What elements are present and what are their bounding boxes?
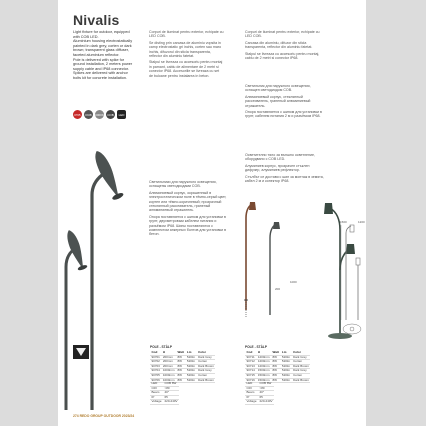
table-cell: 8W <box>271 378 280 383</box>
description-romanian-secondary <box>245 30 325 62</box>
spec-key: Beam <box>245 391 258 396</box>
light-head <box>91 149 124 202</box>
table-cell: Corten <box>292 373 311 378</box>
light-head <box>273 222 280 229</box>
pole-shaft <box>66 251 72 410</box>
table-cell: 90713 <box>246 363 255 368</box>
table-cell: 90701 <box>151 354 160 359</box>
table-cell: 8W <box>176 369 185 374</box>
page-footer: 274 REDO GROUP OUTDOOR 2023/24 <box>73 414 135 418</box>
description-paragraph: Pole is delivered with spike for ground installation, 2 meters power supply cable and IP68 connector. Spikes are delivered with anchor bolts kit for concrete installation. <box>73 57 133 80</box>
table-title: POLE - STÂLP <box>245 345 267 349</box>
spec-key: CRI <box>150 386 163 391</box>
color-temp-badge: 3000K <box>95 110 104 119</box>
column-header: Watt <box>177 350 184 354</box>
spec-value: COB 8W <box>163 382 179 386</box>
spec-value: >80 <box>163 386 179 391</box>
dimension-label: 1500 <box>340 220 347 224</box>
table-cell: Dark Grey <box>292 369 311 374</box>
table-cell: 1000mm <box>162 372 175 377</box>
description-paragraph: Stalpul se livreaza cu accesoriu pentru montaj, cablu de 2 metri si conector IP68. <box>245 51 320 61</box>
table-cell: Dark Grey <box>197 355 216 360</box>
description-paragraph: Se disting prin carcasa de aluminiu vopsita in camp electrostatic gri inchis, corten sau maro inchis, difuzorul din sticla transparenta, reflector din aluminiu fatetat. <box>149 40 222 59</box>
spec-value: 220-240V <box>259 399 273 404</box>
description-paragraph: Carcasa din aluminiu, difuzor din sticla transparenta, reflector din aluminiu fatetat. <box>245 40 313 50</box>
dimension-label: 1000 <box>290 280 297 284</box>
table-cell: 520lm <box>186 372 196 377</box>
table-cell: 520lm <box>186 359 196 364</box>
light-head <box>249 202 256 210</box>
table-cell: 8W <box>271 364 280 369</box>
table-cell: 520lm <box>186 354 196 359</box>
table-cell: Dark Brown <box>198 377 214 382</box>
description-paragraph: Stalpul se livreaza cu accesoriu pentru montaj in pamant, cablu de alimentare de 2 metri si conector IP68. Accesoriile se livreaza cu set de buloane pentru instalarea in beton. <box>149 60 223 78</box>
table-title: POLE - STÂLP <box>150 345 172 349</box>
spec-key: LED <box>245 382 258 386</box>
table-cell: 520lm <box>281 363 291 368</box>
spec-value: COB 8W <box>258 382 274 386</box>
description-paragraph: Aluminium housing electrostatically painted in dark grey, corten or dark brown; transparent glass diffuser, faceted aluminium reflector. <box>73 39 133 57</box>
table-cell: 520lm <box>186 368 196 373</box>
table-cell: 1000mm <box>162 377 175 382</box>
spec-key: IP <box>245 395 258 400</box>
column-header: Color <box>292 351 311 355</box>
table-cell: 90716 <box>246 377 255 382</box>
spec-value: 65 <box>163 395 179 400</box>
table-cell: 1500mm <box>257 377 270 382</box>
cob-badge: COB <box>106 110 115 119</box>
spec-value: 40° <box>163 391 179 396</box>
column-header: Lm <box>280 351 291 355</box>
corten-pole-illustration <box>234 200 258 320</box>
description-paragraph: Алюминиевый корпус, окрашенный в электростатическом поле в тёмно-серый цвет, кортен или тёмно-коричневый; прозрачный стеклянный рассеиватель, граненый алюминиевый отражатель. <box>149 190 227 213</box>
description-russian-secondary <box>245 84 325 121</box>
table-cell: 8W <box>176 360 185 365</box>
table-cell: Dark Brown <box>198 363 214 368</box>
light-head-outline <box>356 258 360 265</box>
table-cell: 8W <box>271 369 280 374</box>
table-cell: 520lm <box>281 368 291 373</box>
base-plan <box>343 324 361 334</box>
table-cell: 90711 <box>246 354 255 359</box>
table-cell: 1500mm <box>257 372 270 377</box>
table-cell: 1200mm <box>257 363 270 368</box>
table-cell: 520lm <box>281 359 291 364</box>
pole-shaft <box>92 175 102 410</box>
description-paragraph: Алуминиев корпус, прозрачен стъклен дифузер, алуминиев рефлектор. <box>245 163 310 173</box>
column-header: Color <box>197 351 216 355</box>
led-badge: LED <box>117 110 126 119</box>
table-cell: 90706 <box>151 377 160 382</box>
table-cell: 1000mm <box>162 368 175 373</box>
table-cell: Corten <box>197 373 216 378</box>
column-header: Lm <box>185 351 196 355</box>
table-cell: 200mm <box>161 355 176 360</box>
description-bulgarian <box>245 153 325 185</box>
column-header: Watt <box>272 350 279 354</box>
column-header: H <box>161 351 176 355</box>
table-cell: 90703 <box>151 363 160 368</box>
light-head <box>324 203 333 214</box>
spec-row <box>150 400 179 405</box>
light-head <box>64 228 88 271</box>
spec-key: Voltage <box>246 399 257 404</box>
table-cell: Dark Grey <box>197 369 216 374</box>
table-cell: 1500mm <box>257 368 270 373</box>
table-cell: 1200mm <box>257 359 270 364</box>
spec-value: 65 <box>258 395 274 400</box>
description-paragraph: Опора поставляется с шипом для установки в грунт, двухметровым кабелем питания и разъёмом IP68. Шипы поставляются с комплектом анкерных болтов для установки в бетон. <box>149 214 227 237</box>
grey-pole-illustration <box>258 220 288 320</box>
table-cell: 520lm <box>281 354 291 359</box>
table-cell: 90712 <box>246 359 255 364</box>
dimension-label: 200 <box>275 287 281 291</box>
description-english <box>73 30 135 81</box>
table-cell: Dark Brown <box>293 363 309 368</box>
ip-rating-badge: IP65 <box>73 110 82 119</box>
column-header: Cod <box>150 351 161 355</box>
table-cell: 520lm <box>281 377 291 382</box>
table-cell: Dark Brown <box>293 377 309 382</box>
table-cell: Dark Grey <box>292 355 311 360</box>
spec-key: CRI <box>245 386 258 391</box>
spec-key: LED <box>150 382 163 386</box>
table-cell: 520lm <box>281 372 291 377</box>
description-paragraph: Light fixture for outdoor, equipped with COB LED. <box>73 30 130 39</box>
description-paragraph: Светильник для наружного освещения, оснащен светодиодом COB. <box>245 84 311 93</box>
table-cell: 90715 <box>246 372 255 377</box>
column-header: H <box>256 351 271 355</box>
product-table-left <box>150 351 215 383</box>
spec-key: Voltage <box>151 399 162 404</box>
column-header: Cod <box>245 351 256 355</box>
table-cell: 8W <box>176 355 185 360</box>
table-cell: 1200mm <box>257 354 270 359</box>
catalog-page <box>58 0 366 426</box>
table-cell: Corten <box>197 360 216 365</box>
table-cell: 8W <box>271 360 280 365</box>
table-cell: 90702 <box>151 359 160 364</box>
spec-key: Beam <box>150 391 163 396</box>
table-cell: 520lm <box>186 363 196 368</box>
spec-value: 220-240V <box>164 399 178 404</box>
description-paragraph: Светильники для наружного освещения, оснащены светодиодами COB. <box>149 180 217 189</box>
description-paragraph: Corpuri de iluminat pentru exterior, echipate cu LED COB. <box>149 30 224 39</box>
spec-table-right <box>245 382 274 405</box>
table-cell: 520lm <box>186 377 196 382</box>
table-cell: Corten <box>292 360 311 365</box>
product-table-right <box>245 351 310 383</box>
description-paragraph: Алюминиевый корпус, стеклянный рассеиватель, граненый алюминиевый отражатель. <box>245 94 311 108</box>
table-cell: 90704 <box>151 368 160 373</box>
table-cell: 90714 <box>246 368 255 373</box>
table-cell: 8W <box>176 378 185 383</box>
table-cell: 200mm <box>161 364 176 369</box>
product-photo <box>58 135 148 410</box>
table-cell: 200mm <box>161 360 176 365</box>
spec-value: >80 <box>258 386 274 391</box>
ik-rating-badge: IK08 <box>84 110 93 119</box>
description-paragraph: Стълбът се доставя с шип за монтаж в земята, кабел 2 м и конектор IP68. <box>245 174 324 184</box>
spec-value: 40° <box>258 391 274 396</box>
table-cell: 8W <box>176 373 185 378</box>
description-paragraph: Осветително тяло за външно осветление, оборудвано с COB LED. <box>245 153 316 162</box>
spec-row <box>245 400 274 405</box>
spec-key: IP <box>150 395 163 400</box>
dimension-label: 1200 <box>358 220 365 224</box>
description-paragraph: Corpuri de iluminat pentru exterior, echipate cu LED COB. <box>245 30 320 39</box>
spec-table-left <box>150 382 179 405</box>
table-cell: 8W <box>271 373 280 378</box>
table-cell: 8W <box>176 364 185 369</box>
product-title: Nivalis <box>73 12 120 28</box>
description-paragraph: Опора поставляется с шипом для установки в грунт, кабелем питания 2 м и разъёмом IP68. <box>245 110 322 119</box>
table-cell: 8W <box>271 355 280 360</box>
table-cell: 90705 <box>151 372 160 377</box>
spike-diagram <box>73 345 89 359</box>
pole-shaft <box>330 208 340 335</box>
description-russian <box>149 180 227 239</box>
description-romanian <box>149 30 224 80</box>
technical-drawing <box>340 220 366 340</box>
